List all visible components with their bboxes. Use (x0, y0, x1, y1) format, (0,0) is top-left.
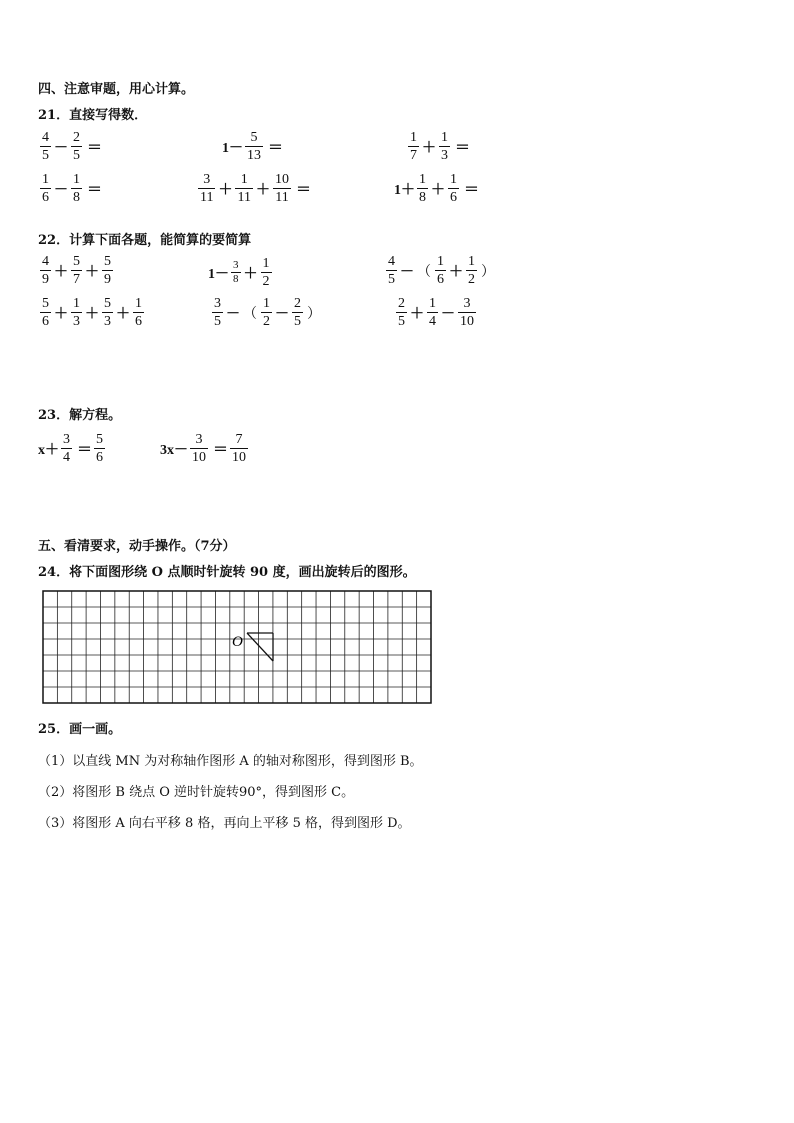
operator: ＋ (54, 264, 68, 280)
q25-item-2: （2）将图形 B 绕点 O 逆时针旋转90°，得到图形 C。 (38, 785, 355, 800)
fraction: $\frac{5}{7}$ (73, 254, 80, 287)
q21-expr-5 (196, 172, 311, 205)
q22-expr-2 (208, 256, 274, 289)
fraction: $\frac{1}{3}$ (441, 130, 448, 163)
q22-expr-3 (384, 254, 497, 287)
operator: ＋ (243, 266, 258, 282)
expr-lead: x＋ (38, 442, 59, 458)
fraction: $\frac{1}{6}$ (437, 254, 444, 287)
operator: ＋ (85, 306, 99, 322)
operator: ＋ (85, 264, 99, 280)
left-paren: （ (417, 264, 431, 280)
fraction: $\frac{1}{6}$ (42, 172, 49, 205)
equals-sign: ＝ (77, 442, 93, 458)
expr-lead: 3x－ (160, 442, 188, 458)
operator: － (441, 306, 455, 322)
fraction: $\frac{2}{5}$ (73, 130, 80, 163)
equals-sign: ＝ (464, 182, 480, 198)
q23-label: 23．解方程。 (38, 408, 122, 423)
q22-expr-6 (394, 296, 478, 329)
fraction: $\frac{1}{6}$ (135, 296, 142, 329)
operator: － (54, 140, 68, 156)
q22-expr-4 (38, 296, 146, 329)
operator: － (226, 306, 240, 322)
fraction: $\frac{3}{8}$ (233, 259, 239, 285)
fraction: $\frac{1}{3}$ (73, 296, 80, 329)
q21-expr-4 (38, 172, 102, 205)
fraction: $\frac{5}{6}$ (96, 432, 104, 465)
left-paren: （ (243, 306, 257, 322)
fraction: $\frac{5}{6}$ (42, 296, 49, 329)
right-paren: ） (481, 264, 495, 280)
q22-expr-5 (210, 296, 323, 329)
q23-equation-2 (160, 432, 250, 465)
operator: ＋ (410, 306, 424, 322)
point-o-label: O (232, 634, 243, 650)
q25-label: 25．画一画。 (38, 722, 122, 737)
fraction: $\frac{4}{9}$ (42, 254, 49, 287)
fraction: $\frac{3}{4}$ (63, 432, 70, 465)
q21-expr-6 (394, 172, 479, 205)
rotation-figure (247, 633, 273, 661)
operator: － (275, 306, 289, 322)
equals-sign: ＝ (268, 140, 284, 156)
fraction: $\frac{1}{8}$ (419, 172, 426, 205)
q22-expr-1 (38, 254, 115, 287)
rotation-grid (40, 589, 434, 706)
fraction: $\frac{1}{8}$ (73, 172, 80, 205)
operator: － (54, 182, 68, 198)
q21-expr-2 (222, 130, 283, 163)
operator: ＋ (431, 182, 445, 198)
fraction: $\frac{2}{5}$ (398, 296, 405, 329)
fraction: $\frac{4}{5}$ (388, 254, 395, 287)
fraction: $\frac{2}{5}$ (294, 296, 301, 329)
fraction: $\frac{4}{5}$ (42, 130, 49, 163)
operator: － (400, 264, 414, 280)
expr-lead: 1＋ (394, 182, 415, 198)
equals-sign: ＝ (87, 182, 103, 198)
fraction: $\frac{1}{2}$ (468, 254, 475, 287)
fraction: $\frac{1}{2}$ (262, 256, 270, 289)
expr-lead: 1－ (208, 266, 229, 282)
fraction: $\frac{1}{7}$ (410, 130, 417, 163)
figure-edge (247, 633, 273, 661)
equals-sign: ＝ (213, 442, 229, 458)
q22-label: 22．计算下面各题，能简算的要简算 (38, 233, 252, 248)
operator: ＋ (116, 306, 130, 322)
equals-sign: ＝ (295, 182, 311, 198)
q21-label: 21．直接写得数． (38, 108, 148, 123)
q23-equation-1 (38, 432, 107, 465)
equals-sign: ＝ (87, 140, 103, 156)
fraction: $\frac{3}{10}$ (192, 432, 206, 465)
q21-expr-3 (406, 130, 470, 163)
fraction: $\frac{3}{10}$ (460, 296, 474, 329)
q21-expr-1 (38, 130, 102, 163)
equals-sign: ＝ (455, 140, 471, 156)
fraction: $\frac{5}{13}$ (247, 130, 261, 163)
fraction: $\frac{7}{10}$ (232, 432, 247, 465)
fraction: $\frac{3}{11}$ (200, 172, 214, 205)
operator: ＋ (422, 140, 436, 156)
fraction: $\frac{3}{5}$ (214, 296, 221, 329)
fraction: $\frac{10}{11}$ (274, 172, 289, 205)
fraction: $\frac{5}{9}$ (104, 254, 111, 287)
section-4-title: 四、注意审题，用心计算。 (38, 82, 195, 97)
expr-lead: 1－ (222, 140, 243, 156)
operator: ＋ (54, 306, 68, 322)
fraction: $\frac{5}{3}$ (104, 296, 111, 329)
fraction: $\frac{1}{6}$ (450, 172, 457, 205)
operator: ＋ (449, 264, 463, 280)
fraction: $\frac{1}{4}$ (429, 296, 436, 329)
section-5-title: 五、看清要求，动手操作。（7分） (38, 539, 236, 554)
q25-item-3: （3）将图形 A 向右平移 8 格，再向上平移 5 格，得到图形 D。 (38, 816, 411, 831)
fraction: $\frac{1}{2}$ (263, 296, 270, 329)
operator: ＋ (218, 182, 233, 198)
right-paren: ） (307, 306, 321, 322)
q25-item-1: （1）以直线 MN 为对称轴作图形 A 的轴对称图形，得到图形 B。 (38, 754, 423, 769)
operator: ＋ (255, 182, 270, 198)
fraction: $\frac{1}{11}$ (237, 172, 251, 205)
q24-label: 24．将下面图形绕 O 点顺时针旋转 90 度，画出旋转后的图形。 (38, 565, 416, 580)
